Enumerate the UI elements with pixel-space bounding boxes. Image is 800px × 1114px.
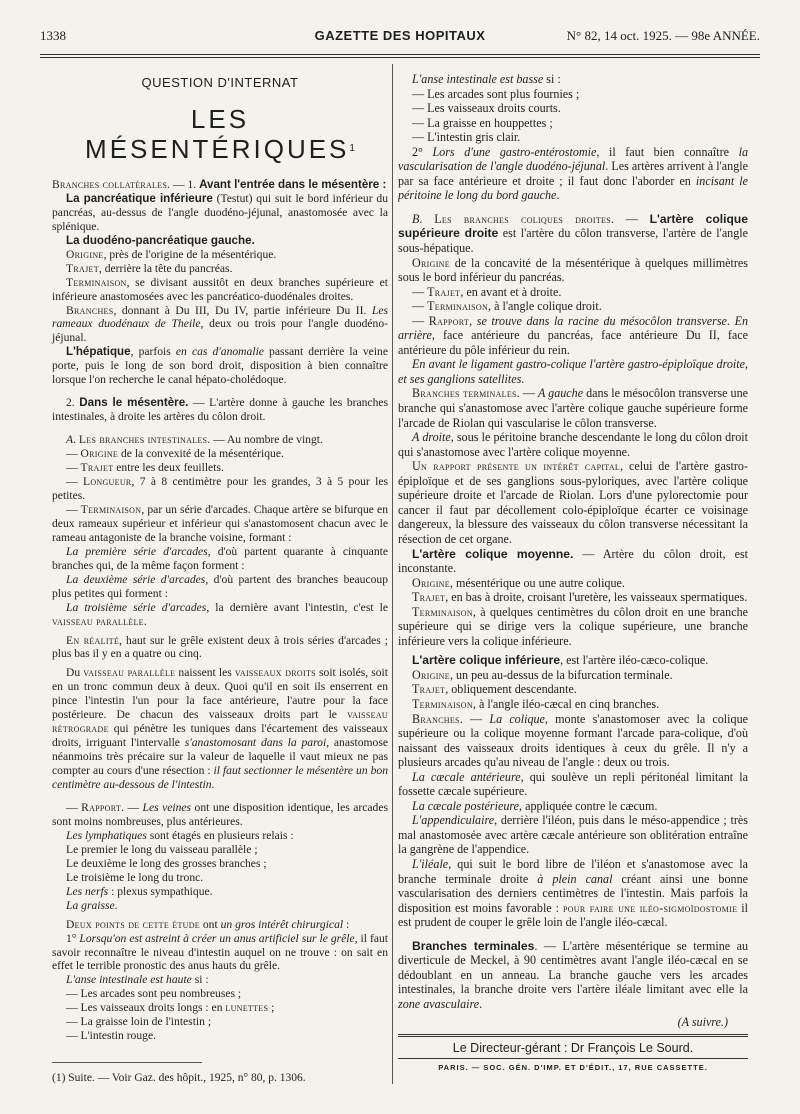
small-caps-run: Trajet [80,461,114,475]
paragraph [52,545,388,573]
paragraph [398,770,748,799]
text-run: , deux ou trois pour l'angle duodéno-jéjunal. [52,317,388,345]
journal-title: GAZETTE DES HOPITAUX [314,28,486,43]
small-caps-run: Terminaison [66,275,127,289]
text-run: , d'où partent des branches beaucoup plus petites qui forment : [52,572,388,600]
text-run: — Les vaisseaux droits longs : en [66,1001,226,1015]
text-run: de la concavité de la mésentérique à quelques millimètres sous le bord inférieur du pancréas. [398,255,748,285]
italic-run: un gros intérêt chirurgical [220,917,344,931]
text-run: — La graisse loin de l'intestin ; [66,1015,212,1029]
small-caps-run: Origine [412,575,450,590]
text-run: . [211,778,215,792]
small-caps-run: Branches collatérales [52,177,168,191]
text-run: Le troisième le long du tronc. [66,870,204,884]
small-caps-run: vaisseau parallèle [83,666,176,680]
paragraph [398,813,748,857]
text-run: de la convexité de la mésentérique. [118,447,284,461]
text-run: , se divisant aussitôt en deux branches supérieure et inférieure anastomosées avec les pancréatico-duodénales droites. [52,275,388,303]
text-run: , qui suit le bord libre de l'iléon et s'anastomose avec la branche terminale droite [398,856,748,886]
paragraph [398,712,748,770]
text-run: . Les artères arrivent à l'angle par sa face antérieure et droite ; il faut donc l'aborder en [398,159,748,188]
paragraph [398,145,748,203]
footnote-rule [52,1062,202,1063]
text-run: — [412,284,428,299]
text-run: , la dernière avant l'intestin, c'est le [206,600,388,614]
paragraph [398,697,748,712]
text-run: . — [516,386,538,401]
italic-run: La troisième série d'arcades [66,600,207,614]
small-caps-run: Terminaison [427,299,489,314]
small-caps-run: Branches terminales [412,386,517,401]
paragraph [52,276,388,304]
paragraph [398,130,748,145]
italic-run: zone avasculaire [398,996,480,1011]
small-caps-run: Origine [412,667,450,682]
italic-run: En arrière [398,313,748,343]
italic-run: A [66,433,74,447]
italic-run: L'iléale [412,856,449,871]
page-number: 1338 [40,28,66,43]
paragraph [398,857,748,930]
paragraph [52,248,388,262]
small-caps-run: Branches [66,303,114,317]
italic-run: s'anastomosant dans la paroi [184,736,327,750]
text-run: . [521,371,525,386]
italic-run: La colique [489,711,545,726]
paragraph [52,447,388,461]
paragraph [52,475,388,503]
text-run: , qui soulève un repli péritonéal limitant la fossette cæcale supérieure. [398,769,748,799]
small-caps-run: Origine [66,247,104,261]
issue-info: N° 82, 14 oct. 1925. — 98e ANNÉE. [566,28,760,43]
text-run: , il faut bien connaître [596,144,739,159]
small-caps-run: pour faire une iléo-sigmoïdostomie [562,900,738,915]
footnote-marker: 1 [349,142,355,154]
paragraph [398,357,748,386]
bold-heading-run: L'artère colique supérieure droite [398,211,749,241]
text-run: — [412,313,429,328]
paragraph [52,1015,388,1029]
paragraph [398,653,748,668]
paragraph [52,932,388,974]
paragraph [52,987,388,1001]
text-run: , un peu au-dessus de la bifurcation terminale. [449,667,673,682]
paragraph [398,285,748,300]
text-run: . [556,188,560,203]
paragraph [398,668,748,683]
italic-run: A droite [412,430,451,445]
text-run: , appliquée contre le cæcum. [519,798,658,813]
paragraph [398,430,748,459]
text-run: qui pénètre les tuniques dans l'écartement des vaisseaux droits, irriguant l'intervalle [52,722,388,750]
bold-heading-run: L'artère colique inférieure [412,653,561,668]
italic-run: La première série d'arcades [66,544,208,558]
to-be-continued: (A suivre.) [677,1015,728,1030]
text-run: est l'artère du côlon transverse, l'artère de l'angle sous-hépatique. [398,226,749,256]
text-run: , par un série d'arcades. Chaque artère se bifurque en deux rameaux supérieur et inférieur qui s'anastomosent chacun avec le rameau antagoniste de la branche voisine, formant : [52,502,388,544]
article-title [52,104,388,164]
text-run: 2° [412,144,433,159]
text-run: soit isolés, soit en un tronc commun deux à deux. Quoi qu'il en soit ils enserrent en pince l'intestin l'un pour la face antérieure, l'autre pour la face postérieure. De chacun des vaisseaux droits part le [52,666,388,722]
small-caps-run: Rapport [428,313,470,328]
small-caps-run: vaisseaux droits [234,666,316,680]
header-rule [40,54,760,55]
paragraph [398,101,748,116]
paragraph [52,192,388,234]
right-column [398,72,748,1075]
director-signature: Le Directeur-gérant : Dr François Le Sourd. [452,1041,694,1055]
text-run: , est l'artère iléo-cæco-colique. [560,653,709,668]
text-run: 2. [66,396,80,410]
paragraph [398,87,748,102]
paragraph [52,918,388,932]
signature-rule [398,1058,748,1059]
paragraph [398,605,748,649]
italic-run: Lors d'une gastro-entérostomie [432,144,597,159]
text-run: — [66,502,81,516]
text-run: si : [543,72,561,86]
closing-rule [398,1034,748,1037]
text-run: , sous le péritoine branche descendante le long du côlon droit qui s'anastomose avec l'artère colique moyenne. [398,430,749,459]
italic-run: L'anse intestinale est haute [66,973,192,987]
small-caps-run: Terminaison [412,696,473,711]
paragraph [52,304,388,346]
text-run: sont étagés en plusieurs relais : [146,828,294,842]
text-run: , celui de l'artère gastro-épiploïque et de ses ganglions sous-pyloriques, avec l'artère colique supérieure droite et l'arcade de Riolan. Lors d'une pylorectomie pour cancer il faut par décollement colo-épiploïque écarter ce voisinage dangereux, la blessure des vaisseaux du côlon transverse nécessitant la résection de cet organe. [398,459,748,546]
paragraph [398,256,748,285]
italic-run: En avant le ligament gastro-colique l'artère gastro-épiploïque droite, et ses ganglions satellites [398,357,748,386]
italic-run: L'appendiculaire [412,813,495,828]
paragraph [52,396,388,424]
article-title-text: LES MÉSENTÉRIQUES [85,103,350,164]
paragraph [398,72,748,87]
text-run: créant ainsi une bonne vascularisation des derniers centimètres de l'intestin. Mais parfois la disposition est moins favorable : [398,871,748,915]
text-run: — L'intestin gris clair. [412,130,521,145]
text-run: , à quelques centimètres du côlon droit en une branche supérieure qui se dirige vers la colique supérieure, une branche inférieure vers la colique inférieure. [398,604,748,648]
small-caps-run: Longueur [82,475,132,489]
text-run: — L'intestin rouge. [66,1029,156,1043]
small-caps-run: Terminaison [412,604,473,619]
bold-heading-run: Dans le mésentère. [79,396,189,410]
text-run: . — 1. [167,177,200,191]
text-run: — [66,475,83,489]
text-run: , [469,313,477,328]
small-caps-run: Terminaison [80,502,142,516]
small-caps-run: En réalité [66,633,120,647]
bold-heading-run: Avant l'entrée dans le mésentère : [199,177,387,191]
italic-run: se trouve dans la racine du mésocôlon transverse [476,313,727,328]
paragraph [52,1029,388,1043]
text-run: — Les arcades sont peu nombreuses ; [66,987,242,1001]
text-run: 1° [66,931,80,945]
italic-run: A gauche [537,386,584,401]
paragraph [52,234,388,248]
paragraph [52,829,388,843]
paragraph [52,433,388,447]
text-run: . [479,996,483,1011]
text-run: — La graisse en houppettes ; [412,115,553,130]
small-caps-run: Trajet [412,590,446,605]
paragraph [398,576,748,591]
text-run: ont une disposition identique, les arcades sont moins nombreuses, plus antérieures. [52,800,388,828]
italic-run: il faut sectionner le mésentère un bon centimètre au-dessous de l'intestin [52,764,388,792]
bold-heading-run: L'hépatique [66,345,131,359]
text-run: ont [199,917,221,931]
printer-imprint: PARIS. — SOC. GÉN. D'IMP. ET D'ÉDIT., 17, RUE CASSETTE. [438,1062,708,1072]
italic-run: Lorsqu'on est astreint à créer un anus artificiel sur le grêle [79,931,355,945]
section-heading: QUESTION D'INTERNAT [141,75,299,90]
text-run: , haut sur le grêle existent deux à trois séries d'arcades ; plus bas il y en a quatre ou cinq. [52,633,388,661]
small-caps-run: Un rapport présente un intérêt capital [412,459,621,474]
text-run: , monte s'anastomoser avec la colique supérieure ou la colique moyenne formant l'arcade para-colique, d'où naissant des vaisseaux droits identiques à ceux du grêle. Il n'y a plusieurs arcades qu'au niveau de l'angle : deux ou trois. [398,711,748,770]
text-run: , d'où partent quarante à cinquante branches qui, de la même façon forment : [52,544,388,572]
text-run: , à l'angle colique droit. [488,299,602,314]
italic-run: incisant le péritoine le long du bord gauche [398,173,749,203]
italic-run: La deuxième série d'arcades [66,572,206,586]
text-run: , parfois [130,345,176,359]
text-run: Le premier le long du vaisseau parallèle ; [66,842,258,856]
text-run: dans le mésocôlon transverse une branche qui s'anastomose avec l'artère colique gauche supérieure forme l'arcade de Riolan qui vascularise le côlon transverse. [398,386,748,430]
text-run: passant derrière la veine porte, puis le long de son bord droit, disposition à bien connaître lorsque l'on recherche le canal hépato-cholédoque. [52,345,388,387]
text-run: — [412,299,428,314]
paragraph [398,459,748,546]
paragraph [52,262,388,276]
small-caps-run: Les branches coliques droites [434,211,611,226]
small-caps-run: vaisseau rétrograde [52,708,388,736]
text-run: , derrière l'iléon, puis dans le méso-appendice ; très mal anastomosée avec artère cæcale antérieure son oblitération entraîne la gangrène de l'appendice. [398,813,748,857]
bold-heading-run: Branches terminales [412,938,535,953]
left-column [52,72,388,1043]
italic-run: Les nerfs [66,884,109,898]
text-run: naissent les [175,666,235,680]
text-run: entre les deux feuillets. [113,461,224,475]
small-caps-run: Origine [80,447,119,461]
text-run: , donnant à Du III, Du IV, partie inférieure Du II. [113,303,372,317]
italic-run: La cæcale antérieure [412,769,521,784]
text-run: . [114,898,118,912]
paragraph [398,299,748,314]
text-run: il est prudent de couper le grêle loin de l'angle iléo-cæcal. [398,900,748,930]
italic-run: à plein canal [537,871,613,886]
text-run: , en bas à droite, croisant l'uretère, les vaisseaux spermatiques. [445,590,748,605]
text-run: . [73,433,79,447]
page-header [40,28,760,48]
text-run: — Les arcades sont plus fournies ; [412,86,580,101]
italic-run: la vascularisation de l'angle duodéno-jéjunal [398,144,748,174]
text-run: — [66,800,82,814]
small-caps-run: lunettes [225,1001,269,1015]
paragraph [52,885,388,899]
text-run: : plexus sympathique. [108,884,213,898]
paragraph [398,939,748,1012]
text-run: , derrière la tête du pancréas. [98,261,233,275]
text-run: . [726,313,735,328]
italic-run: en cas d'anomalie [175,345,264,359]
paragraph [52,801,388,829]
paragraph [398,799,748,814]
paragraph [52,601,388,629]
text-run: (Testut) qui suit le bord inférieur du pancréas, au-dessus de l'angle duodéno-jéjunal, anastomosée avec la splénique. [52,191,388,233]
paragraph [52,973,388,987]
paragraph [52,345,388,387]
paragraph [52,461,388,475]
paragraph [52,1001,388,1015]
small-caps-run: Branches [412,711,460,726]
text-run: . — [459,711,490,726]
text-run: ; [268,1001,275,1015]
text-run: : [343,917,350,931]
italic-run: B [412,211,420,226]
bold-heading-run: La pancréatique inférieure [66,191,213,205]
small-caps-run: Rapport [81,800,122,814]
paragraph [52,899,388,913]
text-run: . [143,614,147,628]
italic-run: La cæcale postérieure [412,798,520,813]
paragraph [52,666,388,792]
bold-heading-run: La duodéno-pancréatique gauche. [66,233,255,247]
paragraph [398,386,748,430]
paragraph [398,682,748,697]
italic-run: La graisse [66,898,115,912]
paragraph [398,314,748,358]
small-caps-run: Trajet [427,284,461,299]
text-run: , il faut savoir reconnaître le niveau d'intestin auquel on ne trouve : on sait en effet le terrible pronostic des anus hauts du grêle. [52,931,388,973]
text-run: , en avant et à droite. [460,284,562,299]
text-run: . — [610,211,650,226]
text-run: — Les vaisseaux droits courts. [412,101,561,116]
paragraph [52,843,388,857]
paragraph [52,503,388,545]
paragraph [52,857,388,871]
paragraph [52,573,388,601]
text-run: , anastomose néanmoins très précaire sur la valeur de laquelle il vaut mieux ne pas compter au cours d'une résection : [52,736,389,778]
text-run: , à l'angle iléo-cæcal en cinq branches. [472,696,660,711]
italic-run: L'anse intestinale est basse [412,72,544,86]
text-run: si : [191,973,209,987]
bold-heading-run: L'artère colique moyenne. [412,546,574,561]
italic-run: Les lymphatiques [66,828,147,842]
text-run: — Artère du côlon droit, est inconstante. [398,546,749,576]
text-run: . — Au nombre de vingt. [207,433,323,447]
paragraph [52,871,388,885]
paragraph [398,212,748,256]
small-caps-run: Les branches intestinales [78,433,208,447]
text-run: , 7 à 8 centimètre pour les grandes, 3 à 5 pour les petites. [52,475,389,502]
paragraph [52,178,388,192]
paragraph [398,547,748,576]
small-caps-run: Trajet [412,682,446,697]
header-rule-2 [40,57,760,58]
text-run: — L'artère donne à gauche les branches intestinales, à droite les artères du côlon droit. [52,396,389,424]
text-run: , mésentérique ou une autre colique. [449,575,625,590]
column-separator [392,64,393,1084]
paragraph [398,590,748,605]
small-caps-run: Origine [412,255,450,270]
text-run: . [419,211,435,226]
paragraph [398,116,748,131]
footnote: (1) Suite. — Voir Gaz. des hôpit., 1925, n° 80, p. 1306. [52,1072,306,1084]
small-caps-run: Trajet [66,261,99,275]
italic-run: Les rameaux duodénaux de Theile [52,303,388,331]
text-run: — [66,447,81,461]
text-run: , face antérieure du pancréas, face antérieure Du II, face antérieure du pôle inférieur du rein. [398,328,748,357]
text-run: . — [121,800,143,814]
text-run: — [66,461,81,475]
text-run: , obliquement descendante. [445,682,577,697]
text-run: Du [66,666,84,680]
italic-run: Les veines [142,800,192,814]
text-run: . — L'artère mésentérique se termine au diverticule de Meckel, à 90 centimètres avant l'angle iléo-cæcal en se dédoublant en un anneau. La branche gauche vers les arcades intestinales, la branche droite vers l'artère iléale limitant avec elle la [398,938,748,997]
text-run: Le deuxième le long des grosses branches ; [66,856,267,870]
small-caps-run: vaisseau parallèle [52,614,144,628]
paragraph [52,634,388,662]
small-caps-run: Deux points de cette étude [66,917,200,931]
text-run: , près de l'origine de la mésentérique. [103,247,277,261]
